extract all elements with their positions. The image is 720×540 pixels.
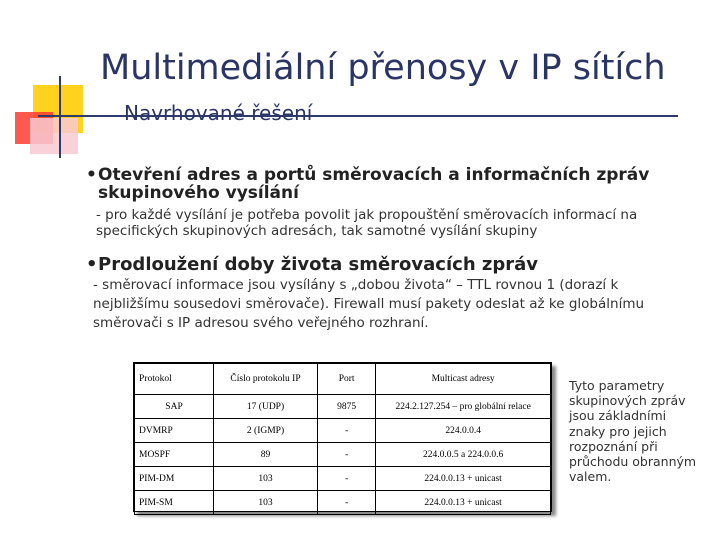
side-note: Tyto parametry skupinových zpráv jsou základními znaky pro jejich rozpoznání při průchodu obranným valem. — [569, 378, 697, 485]
table-row — [135, 467, 551, 491]
bullet-2 — [86, 256, 686, 274]
cell-protocol: DVMRP — [135, 419, 214, 443]
bullet-marker: • — [86, 165, 97, 185]
cell-protocol: PIM-SM — [135, 491, 214, 515]
bullet-1-detail: - pro každé vysílání je potřeba povolit jak propouštění směrovacích informací na specifických skupinových adresách, tak samotné vysílání skupiny — [96, 207, 638, 239]
cell-ip-number: 103 — [214, 491, 318, 515]
table-row — [135, 491, 551, 515]
decor-pink-square — [30, 118, 78, 154]
table-header-row — [135, 364, 551, 395]
slide-title: Multimediální přenosy v IP sítích — [100, 48, 666, 88]
table-row — [135, 395, 551, 419]
cell-multicast: 224.0.0.13 + unicast — [376, 467, 551, 491]
cell-ip-number: 89 — [214, 443, 318, 467]
cell-protocol: PIM-DM — [135, 467, 214, 491]
cell-port: 9875 — [318, 395, 376, 419]
cell-ip-number: 2 (IGMP) — [214, 419, 318, 443]
header-multicast-addresses: Multicast adresy — [376, 364, 551, 395]
cell-port: - — [318, 491, 376, 515]
cell-ip-number: 17 (UDP) — [214, 395, 318, 419]
slide-subtitle: Navrhované řešení — [124, 101, 313, 125]
cell-port: - — [318, 467, 376, 491]
table-row — [135, 443, 551, 467]
cell-multicast: 224.2.127.254 – pro globální relace — [376, 395, 551, 419]
table-row — [135, 419, 551, 443]
bullet-2-detail: - směrovací informace jsou vysílány s „dobou života“ – TTL rovnou 1 (dorazí k nejbližšímu sousedovi směrovače). Firewall musí pakety odeslat až ke globálnímu směrovači s IP adresou svého veřejného rozhraní. — [93, 277, 645, 331]
header-protocol: Protokol — [135, 364, 214, 395]
cell-port: - — [318, 419, 376, 443]
cell-port: - — [318, 443, 376, 467]
decor-vertical-line — [59, 76, 61, 158]
cell-ip-number: 103 — [214, 467, 318, 491]
bullet-1 — [86, 166, 686, 202]
bullet-1-heading: Otevření adres a portů směrovacích a informačních zpráv skupinového vysílání — [98, 165, 650, 203]
cell-multicast: 224.0.0.4 — [376, 419, 551, 443]
cell-multicast: 224.0.0.13 + unicast — [376, 491, 551, 515]
cell-multicast: 224.0.0.5 a 224.0.0.6 — [376, 443, 551, 467]
header-port: Port — [318, 364, 376, 395]
bullet-marker: • — [86, 254, 98, 275]
protocol-table — [133, 362, 552, 512]
cell-protocol: SAP — [135, 395, 214, 419]
cell-protocol: MOSPF — [135, 443, 214, 467]
header-ip-protocol-number: Číslo protokolu IP — [214, 364, 318, 395]
bullet-2-heading: Prodloužení doby života směrovacích zpráv — [98, 254, 539, 275]
